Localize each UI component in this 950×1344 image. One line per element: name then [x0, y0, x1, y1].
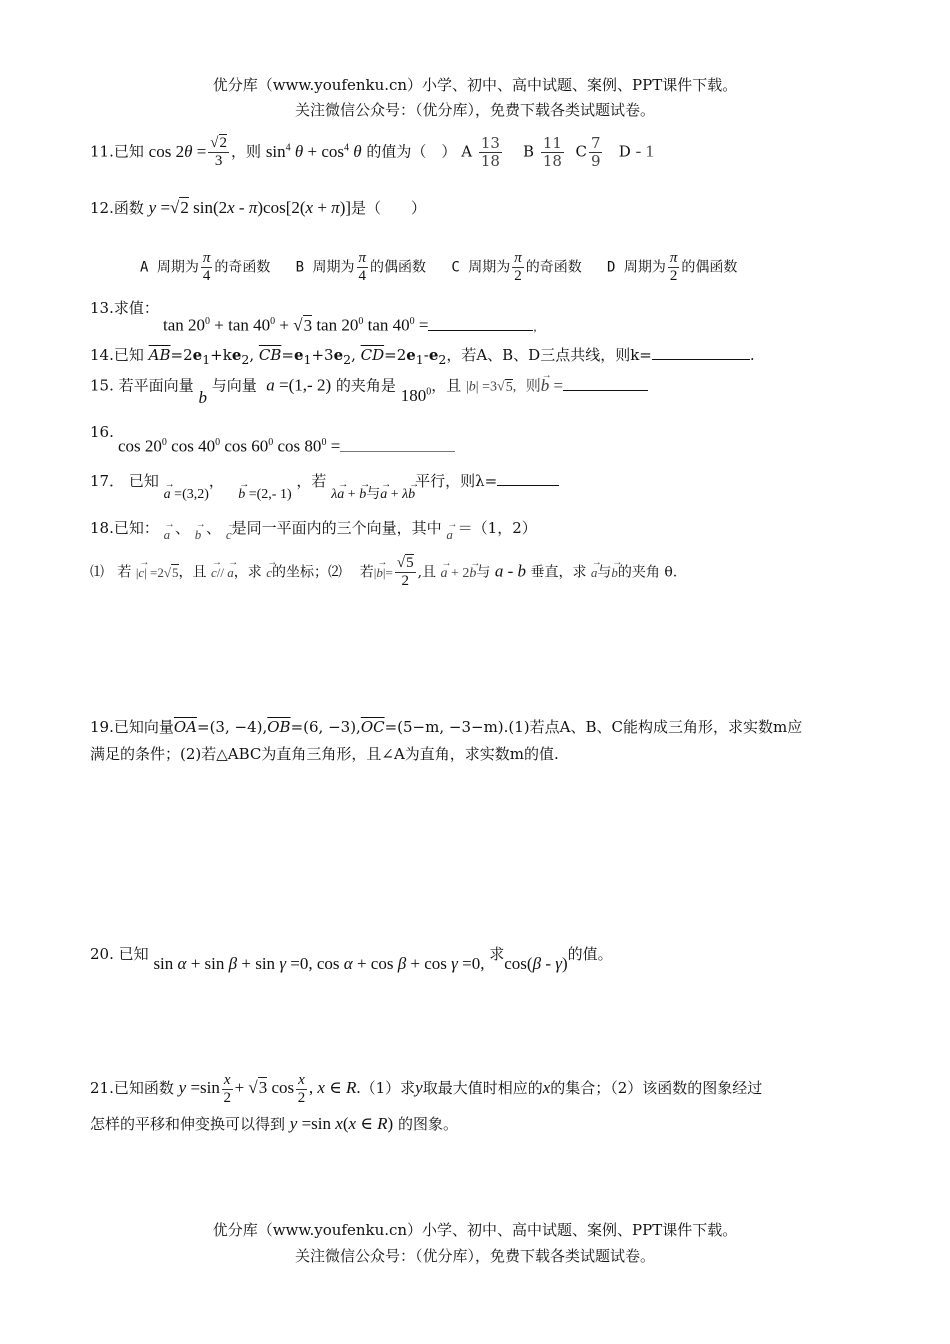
q11-expression: $\sin^4 \theta + \cos^4 \theta$ [265, 141, 362, 161]
q13-expression: $\tan 20^0 + \tan 40^0 + √3$ $\tan 20^0$ $\tan 40^0$ = , [163, 315, 537, 335]
question-17: 17． 已知 → a =(3,2)， → b =(2,- 1) ，若 λ→ a + → b与→ a + λ→ b平行，则λ= [90, 471, 559, 505]
q11-option-d: - 1 [635, 141, 655, 161]
q18-parts: ⑴ 若 |→ c| =2√5，且 → c// → a，求 → c的坐标；⑵ 若|→ b|= $\frac{√5}{2}$ ,且 → a + 2→ b与 a - b 垂直，求 → a与→ b的夹角 θ. [90, 555, 677, 591]
q11-option-c: $\frac{7}{9}$ [590, 134, 601, 170]
q14-answer-blank[interactable] [652, 359, 750, 360]
q11-cos2theta: cos 2θ = $\frac{√2}{3}$ [148, 135, 228, 170]
question-14: 14.已知 $\overline{AB}=2e_1+ke_2$, $\overline{CB}=e_1+3e_2$, $\overline{CD}=2e_1-e_2$，若A、B、D三点共线，则k= . [90, 346, 755, 367]
question-21: 21.已知函数 y =sin $\frac{x}{2}$ + √3 cos $\frac{x}{2}$ , x ∈ R.（1）求y取最大值时相应的x的集合；（2）该函数的图象经过 [90, 1071, 763, 1106]
question-12: 12.函数 y =√2 sin(2x - π)cos[2(x + π)]是（ ） [90, 198, 427, 217]
q15-answer-blank[interactable] [563, 390, 648, 391]
q16-expression: $\cos 20^0$ $\cos 40^0$ $\cos 60^0$ $\cos 80^0$ = [118, 433, 455, 457]
footer-line-1: 优分库（www.youfenku.cn）小学、初中、高中试题、案例、PPT课件下载。 [212, 1221, 738, 1239]
question-16: 16. [90, 423, 114, 441]
header-line-1: 优分库（www.youfenku.cn）小学、初中、高中试题、案例、PPT课件下载。 [212, 76, 738, 94]
q12-function: y =√2 sin(2x - π)cos[2(x + π)] [148, 198, 352, 217]
footer-line-2: 关注微信公众号：（优分库），免费下载各类试题试卷。 [294, 1247, 655, 1265]
question-21-line-2: 怎样的平移和伸变换可以得到 y =sin x(x ∈ R) 的图象。 [90, 1114, 458, 1133]
question-13: 13.求值： [90, 299, 159, 317]
q17-answer-blank[interactable] [497, 485, 559, 486]
question-15: 15. 若平面向量 b 与向量 a =(1,- 2) 的夹角是 $180^0$，且 |b| =3√5, 则→ b = [90, 372, 648, 404]
question-18: 18.已知： → a 、 → b 、 → c是同一平面内的三个向量，其中 → a ＝（1，2） [90, 518, 537, 544]
header-line-2: 关注微信公众号：（优分库），免费下载各类试题试卷。 [294, 101, 655, 119]
question-19-line-2: 满足的条件；(2)若△ABC为直角三角形，且∠A为直角，求实数m的值. [90, 745, 559, 763]
q12-options: A 周期为 $\frac{\pi}{4}$ 的奇函数 B 周期为 $\frac{\pi}{4}$ 的偶函数 C 周期为 $\frac{\pi}{2}$ 的奇函数 D 周期为 $\frac{\pi}{2}$ 的偶函数 [140, 250, 738, 284]
question-19: 19.已知向量$\overline{OA}=(3$, $-4),\overline{OB}=(6$, $-3),\overline{OC}=(5-m$, −3−m).(1)若点A、B、C能构成三角形，求实数m应 [90, 718, 803, 736]
question-11: 11.已知 cos 2θ = $\frac{√2}{3}$ ，则 $\sin^4 \theta + \cos^4 \theta$ 的值为（ ） A $\frac{13}{18}$ B $\frac{11}{18}$ C $\frac{7}{9}$ D - 1 [90, 134, 655, 170]
q11-option-b: $\frac{11}{18}$ [542, 134, 562, 170]
q11-option-a: $\frac{13}{18}$ [480, 134, 500, 170]
question-20: 20. 已知 sin α + sin β + sin γ =0, cos α + cos β + cos γ =0, 求cos(β - γ)的值。 [90, 945, 613, 973]
